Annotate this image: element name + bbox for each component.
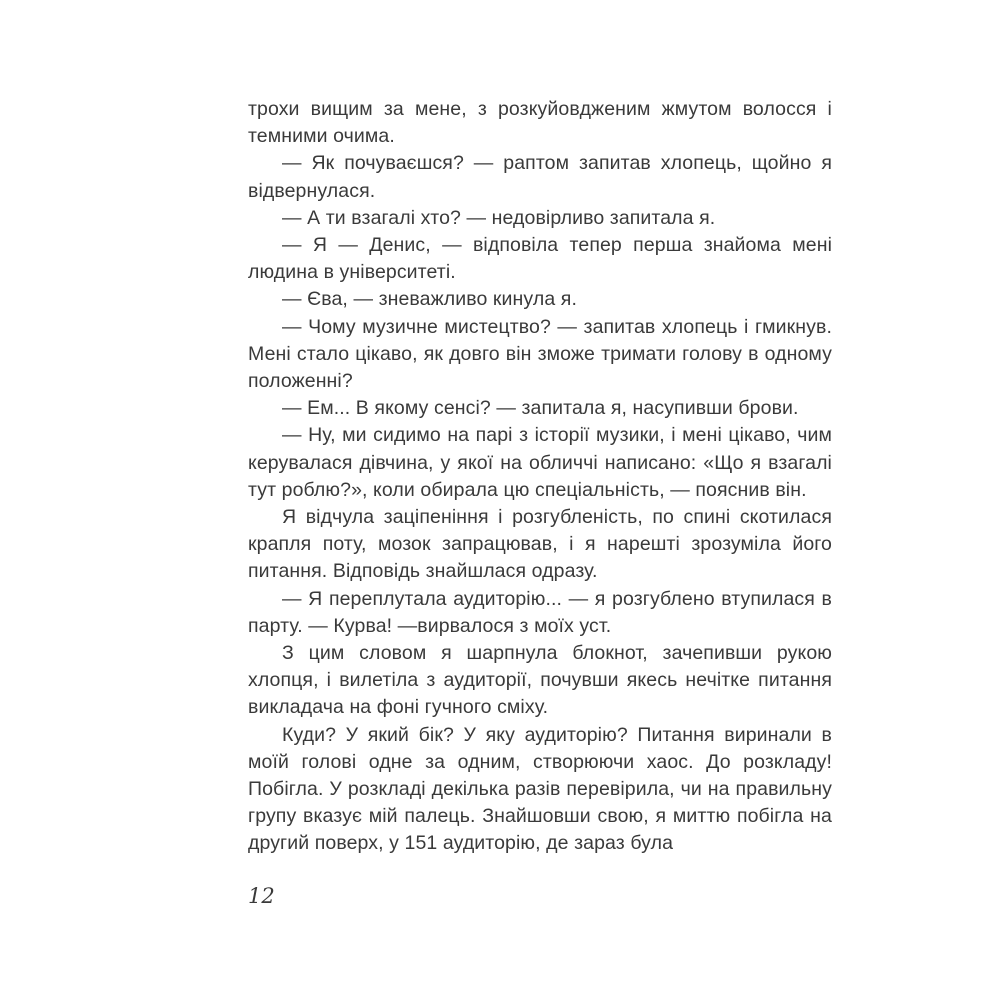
paragraph: Я відчула заціпеніння і розгубленість, по спині скотилася крапля поту, мозок запрацював, і я нарешті зрозуміла його питання. Відповідь знайшлася одразу. <box>248 506 832 583</box>
paragraph: З цим словом я шарпнула блокнот, зачепивши рукою хлопця, і вилетіла з аудиторії, почувши якесь нечітке питання викладача на фоні гучного сміху. <box>248 642 832 719</box>
paragraph: — Ну, ми сидимо на парі з історії музики, і мені цікаво, чим керувалася дівчина, у якої на обличчі написано: «Що я взагалі тут роблю?», коли обирала цю спеціальність, — пояснив він. <box>248 424 832 501</box>
paragraph: — Чому музичне мистецтво? — запитав хлопець і гмикнув. Мені стало цікаво, як довго він зможе тримати голову в одному положенні? <box>248 315 832 393</box>
paragraph: Куди? У який бік? У яку аудиторію? Питання виринали в моїй голові одне за одним, створюючи хаос. До розкладу! Побігла. У розкладі декілька разів перевірила, чи на правильну групу вказує мій палець. Знайшовши свою, я миттю побігла на другий поверх, у 151 аудиторію, де зараз була <box>248 723 832 855</box>
paragraph: — Як почуваєшся? — раптом запитав хлопець, щойно я відвернулася. <box>248 152 832 202</box>
body-text <box>248 96 832 858</box>
paragraph: — Я переплутала аудиторію... — я розгублено втупилася в парту. — Курва! —вирвалося з моїх уст. <box>248 587 832 637</box>
paragraph: трохи вищим за мене, з розкуйовдженим жмутом волосся і темними очима. <box>248 98 832 148</box>
paragraph: — Єва, — зневажливо кинула я. <box>282 288 577 311</box>
page-number: 12 <box>248 884 275 908</box>
paragraph: — Я — Денис, — відповіла тепер перша знайома мені людина в університеті. <box>248 234 832 284</box>
paragraph: — Ем... В якому сенсі? — запитала я, насупивши брови. <box>282 397 799 420</box>
paragraph: — А ти взагалі хто? — недовірливо запитала я. <box>282 206 716 229</box>
